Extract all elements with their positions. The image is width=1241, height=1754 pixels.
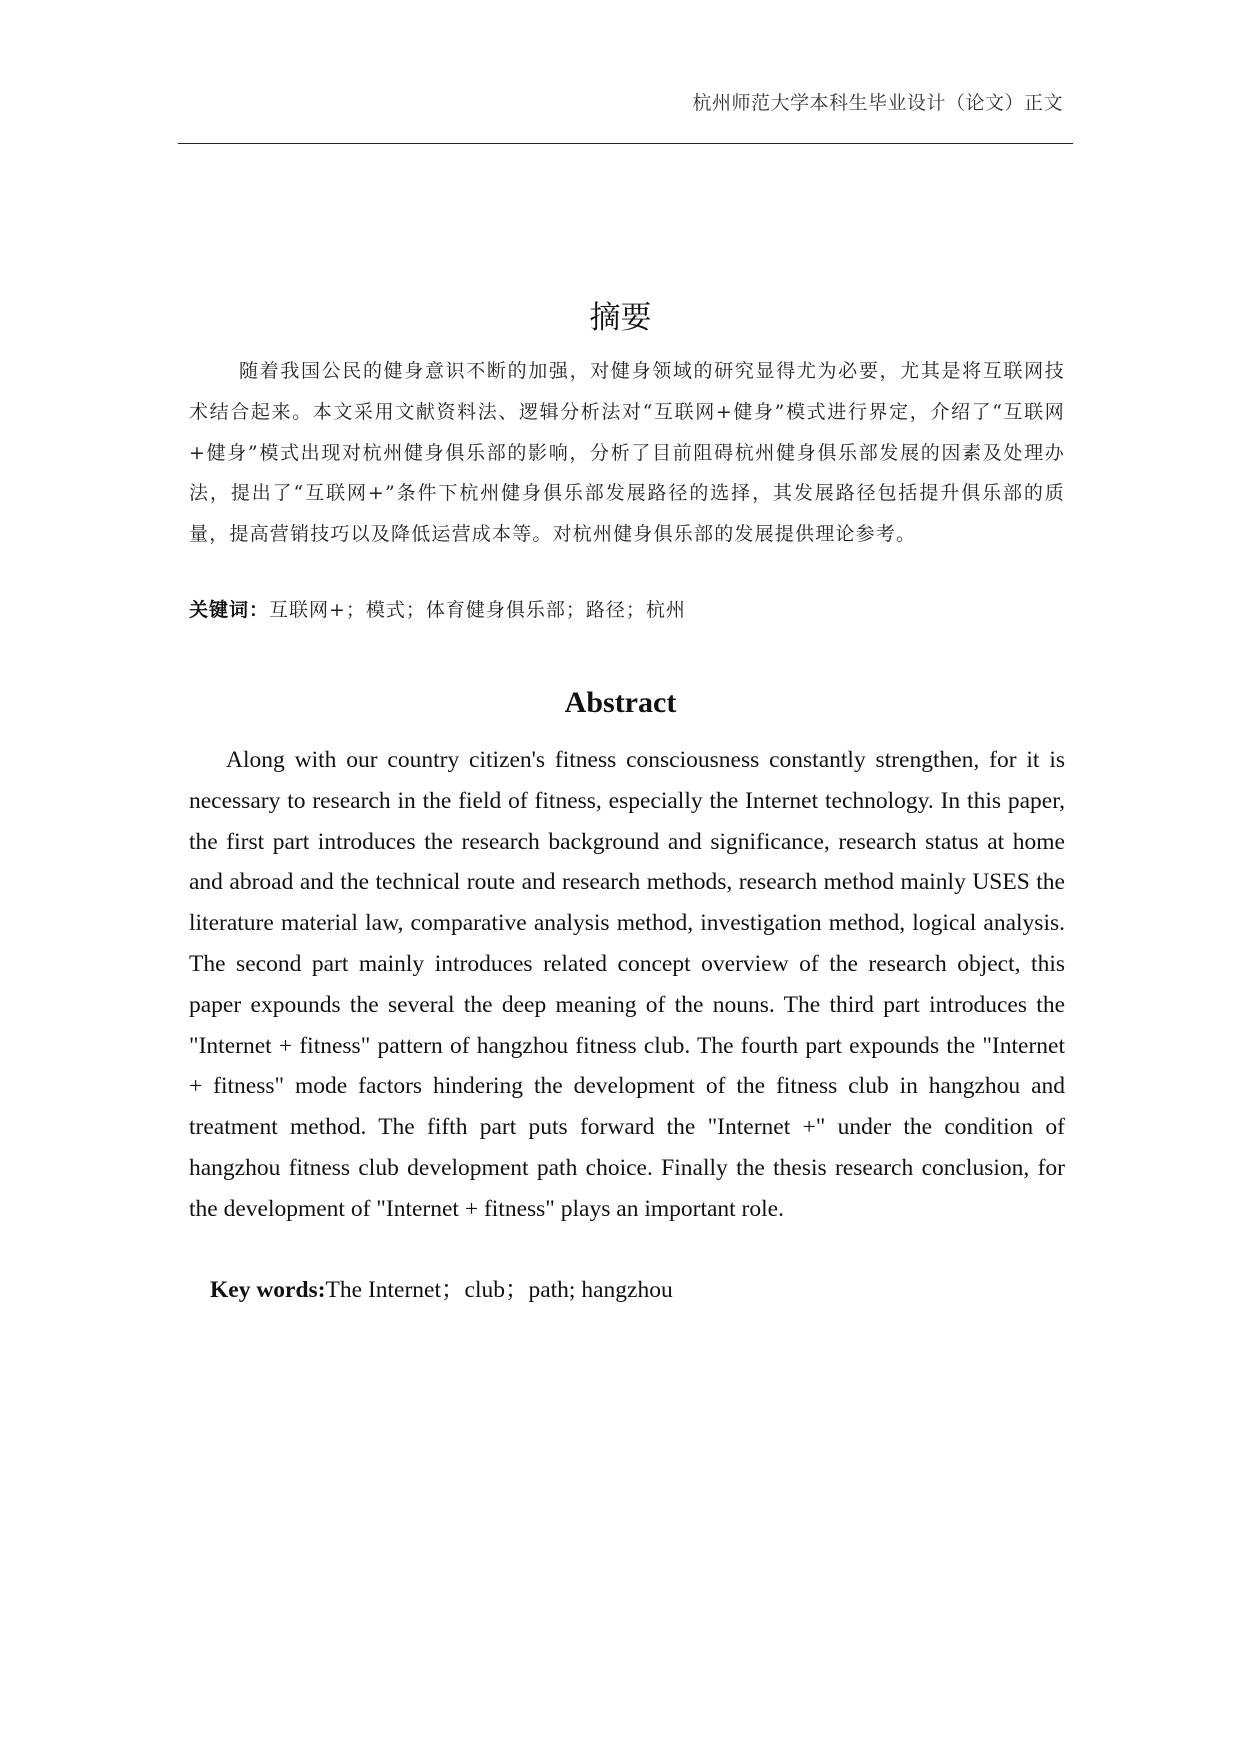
chinese-keywords-list: 互联网+；模式；体育健身俱乐部；路径；杭州 [269,599,686,621]
chinese-keywords-label: 关键词： [189,599,270,621]
chinese-keywords [189,595,1065,622]
english-abstract-body: Along with our country citizen's fitness consciousness constantly strengthen, for it is necessary to research in the field of fitness, especially the Internet technology. In this paper, the first part introduces the research background and significance, research status at home and abroad and the technical route and research methods, research method mainly USES the literature material law, comparative analysis method, investigation method, logical analysis. The second part mainly introduces related concept overview of the research object, this paper expounds the several the deep meaning of the nouns. The third part introduces the "Internet + fitness" pattern of hangzhou fitness club. The fourth part expounds the "Internet + fitness" mode factors hindering the development of the fitness club in hangzhou and treatment method. The fifth part puts forward the "Internet +" under the condition of hangzhou fitness club development path choice. Finally the thesis research conclusion, for the development of "Internet + fitness" plays an important role. [189,747,1065,1222]
english-keywords-list: The Internet；club；path; hangzhou [325,1277,673,1303]
header-divider [178,143,1073,144]
english-keywords-label: Key words: [210,1277,326,1303]
chinese-abstract-title: 摘要 [589,300,652,336]
english-abstract-title: Abstract [564,686,677,719]
chinese-abstract-body: 随着我国公民的健身意识不断的加强，对健身领域的研究显得尤为必要，尤其是将互联网技术结合起来。本文采用文献资料法、逻辑分析法对“互联网+健身”模式进行界定，介绍了“互联网+健身”模式出现对杭州健身俱乐部的影响，分析了目前阻碍杭州健身俱乐部发展的因素及处理办法，提出了“互联网+”条件下杭州健身俱乐部发展路径的选择，其发展路径包括提升俱乐部的质量，提高营销技巧以及降低运营成本等。对杭州健身俱乐部的发展提供理论参考。 [189,360,1065,546]
english-keywords [210,1270,1065,1304]
running-header: 杭州师范大学本科生毕业设计（论文）正文 [692,92,1063,114]
